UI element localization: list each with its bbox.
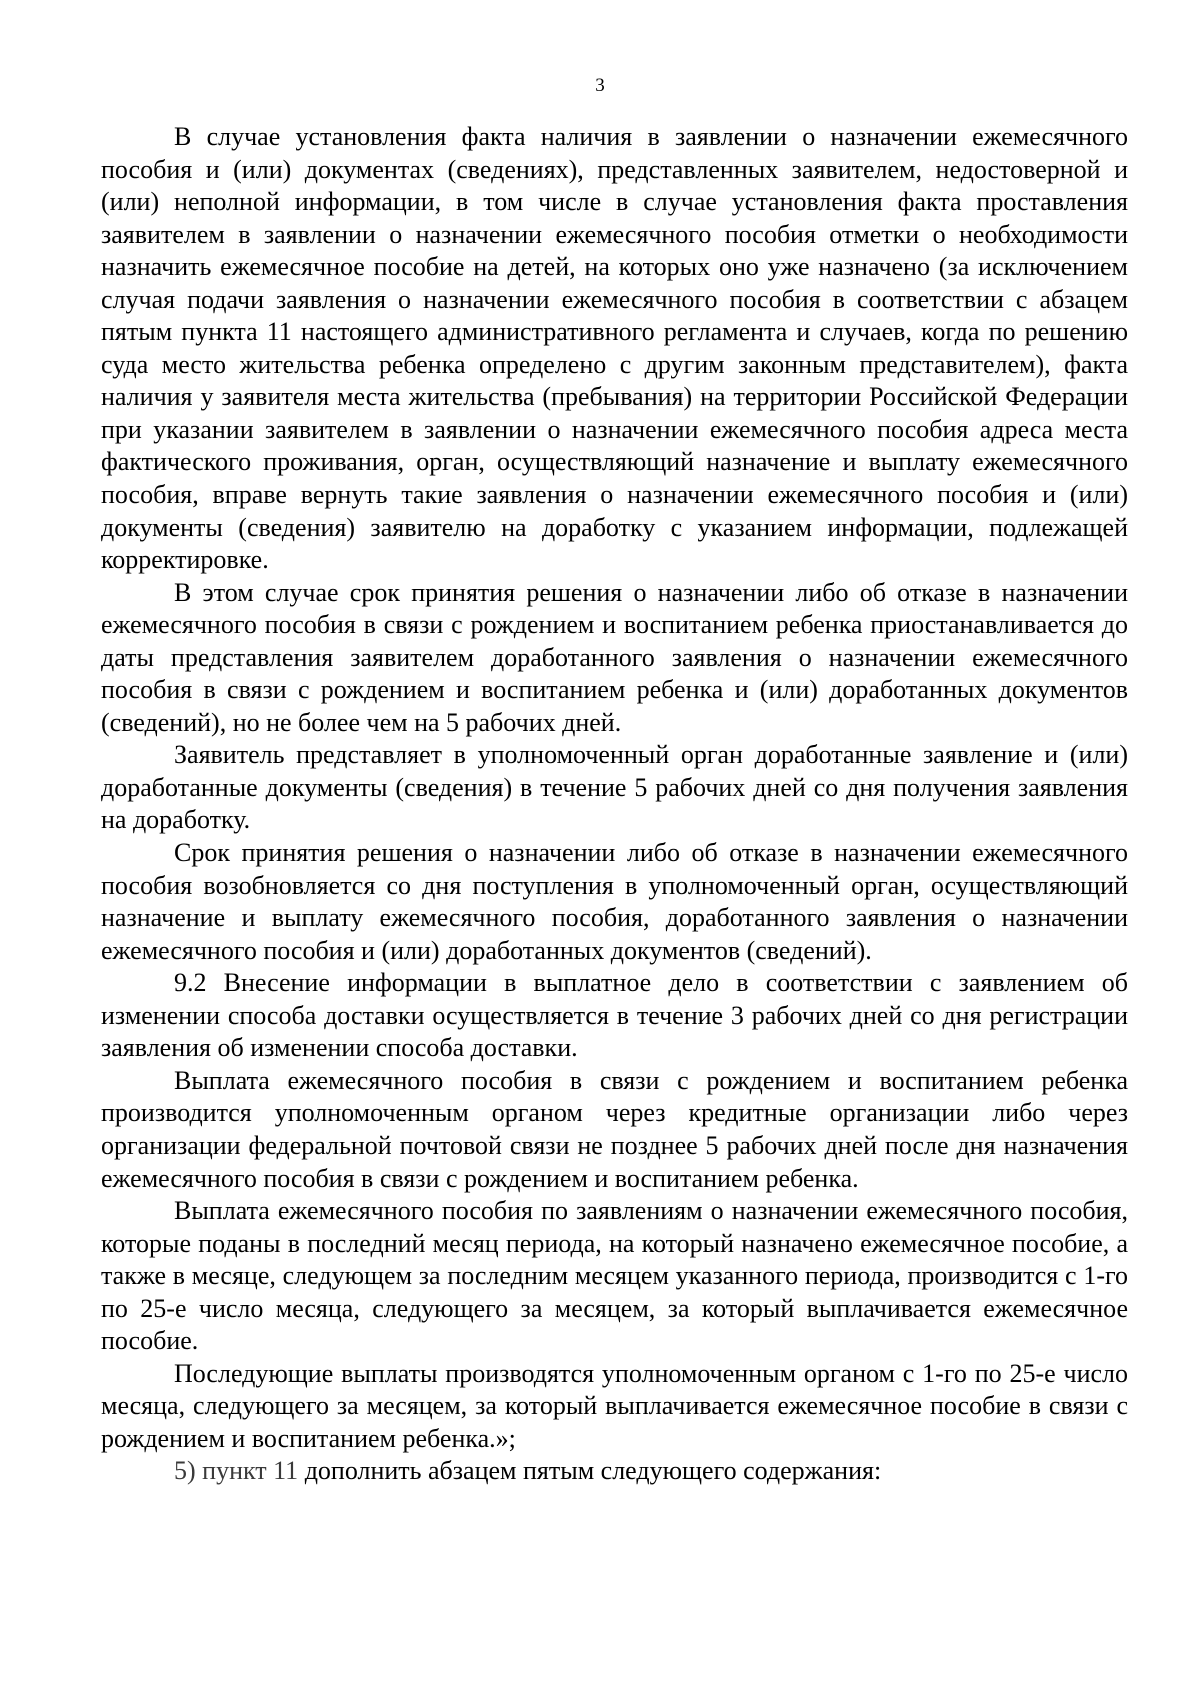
paragraph-amendment-item-5: [101, 1455, 1128, 1488]
page-number: 3: [595, 75, 605, 96]
paragraph-delivery-method-change: 9.2 Внесение информации в выплатное дело в соответствии с заявлением об изменении способа доставки осуществляется в течение 3 рабочих дней со дня регистрации заявления об изменении способа доставки.: [101, 968, 1128, 1063]
paragraph-subsequent-payments: Последующие выплаты производятся уполномоченным органом с 1-го по 25-е число месяца, следующего за месяцем, за который выплачивается ежемесячное пособие в связи с рождением и воспитанием ребенка.»;: [101, 1358, 1128, 1453]
paragraph-applicant-submits: Заявитель представляет в уполномоченный орган доработанные заявление и (или) доработанные документы (сведения) в течение 5 рабочих дней со дня получения заявления на доработку.: [101, 740, 1128, 835]
paragraph-return-for-revision: В случае установления факта наличия в заявлении о назначении ежемесячного пособия и (или) документах (сведениях), представленных заявителем, недостоверной и (или) неполной информации, в том числе в случае установления факта проставления заявителем в заявлении о назначении ежемесячного пособия отметки о необходимости назначить ежемесячное пособие на детей, на которых оно уже назначено (за исключением случая подачи заявления о назначении ежемесячного пособия в соответствии с абзацем пятым пункта 11 настоящего административного регламента и случаев, когда по решению суда место жительства ребенка определено с другим законным представителем), факта наличия у заявителя места жительства (пребывания) на территории Российской Федерации при указании заявителем в заявлении о назначении ежемесячного пособия адреса места фактического проживания, орган, осуществляющий назначение и выплату ежемесячного пособия, вправе вернуть такие заявления о назначении ежемесячного пособия и (или) документы (сведения) заявителю на доработку с указанием информации, подлежащей корректировке.: [101, 122, 1128, 575]
paragraph-suspension-of-term: В этом случае срок принятия решения о назначении либо об отказе в назначении ежемесячного пособия в связи с рождением и воспитанием ребенка приостанавливается до даты представления заявителем доработанного заявления о назначении ежемесячного пособия в связи с рождением и воспитанием ребенка и (или) доработанных документов (сведений), но не более чем на 5 рабочих дней.: [101, 577, 1128, 737]
paragraph-payment-via-organizations: Выплата ежемесячного пособия в связи с рождением и воспитанием ребенка производится уполномоченным органом через кредитные организации либо через организации федеральной почтовой связи не позднее 5 рабочих дней после дня назначения ежемесячного пособия в связи с рождением и воспитанием ребенка.: [101, 1065, 1128, 1193]
paragraph-term-resumes: Срок принятия решения о назначении либо об отказе в назначении ежемесячного пособия возобновляется со дня поступления в уполномоченный орган, осуществляющий назначение и выплату ежемесячного пособия, доработанного заявления о назначении ежемесячного пособия и (или) доработанных документов (сведений).: [101, 838, 1128, 965]
clause-reference-link[interactable]: 5) пункт 11: [174, 1456, 299, 1486]
document-body: [101, 121, 1128, 1488]
paragraph-payment-last-month: Выплата ежемесячного пособия по заявлениям о назначении ежемесячного пособия, которые поданы в последний месяц периода, на который назначено ежемесячное пособие, а также в месяце, следующем за последним месяцем указанного периода, производится с 1-го по 25-е число месяца, следующего за месяцем, за который выплачивается ежемесячное пособие.: [101, 1196, 1128, 1356]
amendment-text: дополнить абзацем пятым следующего содержания:: [298, 1456, 882, 1486]
